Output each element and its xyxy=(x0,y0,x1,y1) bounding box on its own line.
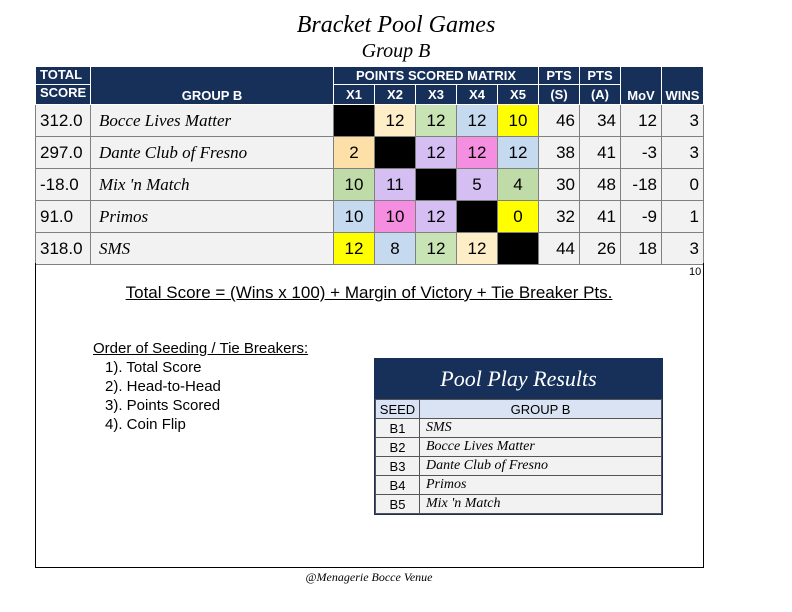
matrix-cell xyxy=(416,169,457,201)
points-scored: 32 xyxy=(539,201,580,233)
page-subtitle: Group B xyxy=(361,40,431,62)
results-team: Dante Club of Fresno xyxy=(420,457,662,476)
small-note: 10 xyxy=(689,266,702,278)
page-title: Bracket Pool Games xyxy=(296,12,496,38)
matrix-cell: 0 xyxy=(498,201,539,233)
seeding-item: 4). Coin Flip xyxy=(105,416,186,433)
matrix-cell: 12 xyxy=(416,201,457,233)
points-scored: 30 xyxy=(539,169,580,201)
total-score: 91.0 xyxy=(36,201,91,233)
header-x2: X2 xyxy=(375,85,416,105)
points-scored: 44 xyxy=(539,233,580,265)
matrix-cell: 12 xyxy=(416,105,457,137)
matrix-cell xyxy=(457,201,498,233)
seeding-item: 3). Points Scored xyxy=(105,397,221,414)
header-matrix: POINTS SCORED MATRIX xyxy=(334,67,539,85)
results-team: SMS xyxy=(420,419,662,438)
team-name: Primos xyxy=(91,201,334,233)
results-seed: B5 xyxy=(376,495,420,514)
total-score: -18.0 xyxy=(36,169,91,201)
team-row xyxy=(36,105,704,137)
pool-play-results xyxy=(374,358,663,515)
matrix-cell: 12 xyxy=(334,233,375,265)
matrix-cell: 12 xyxy=(498,137,539,169)
matrix-cell: 10 xyxy=(498,105,539,137)
header-pts-a-sub: (A) xyxy=(580,85,621,105)
points-against: 48 xyxy=(580,169,621,201)
team-name: SMS xyxy=(91,233,334,265)
points-against: 26 xyxy=(580,233,621,265)
matrix-cell xyxy=(498,233,539,265)
matrix-cell: 10 xyxy=(334,201,375,233)
seeding-item: 1). Total Score xyxy=(105,359,202,376)
total-score: 318.0 xyxy=(36,233,91,265)
header-x5: X5 xyxy=(498,85,539,105)
seeding-heading: Order of Seeding / Tie Breakers: xyxy=(93,340,309,357)
seeding-rules xyxy=(93,339,308,434)
header-pts-s-sub: (S) xyxy=(539,85,580,105)
header-wins: WINS xyxy=(662,67,704,105)
team-name: Bocce Lives Matter xyxy=(91,105,334,137)
matrix-cell: 12 xyxy=(457,105,498,137)
results-row xyxy=(376,419,662,438)
margin-of-victory: -9 xyxy=(621,201,662,233)
matrix-cell: 12 xyxy=(416,137,457,169)
matrix-cell xyxy=(375,137,416,169)
matrix-cell: 12 xyxy=(416,233,457,265)
margin-of-victory: -3 xyxy=(621,137,662,169)
matrix-cell: 4 xyxy=(498,169,539,201)
matrix-cell: 12 xyxy=(457,233,498,265)
results-seed: B2 xyxy=(376,438,420,457)
results-row xyxy=(376,457,662,476)
header-total: TOTAL xyxy=(36,67,91,85)
team-name: Dante Club of Fresno xyxy=(91,137,334,169)
matrix-cell: 5 xyxy=(457,169,498,201)
matrix-cell xyxy=(334,105,375,137)
matrix-cell: 12 xyxy=(375,105,416,137)
header-group: GROUP B xyxy=(91,67,334,105)
header-score: SCORE xyxy=(36,85,91,105)
margin-of-victory: 12 xyxy=(621,105,662,137)
results-seed: B3 xyxy=(376,457,420,476)
points-matrix-table xyxy=(35,66,704,265)
results-team: Bocce Lives Matter xyxy=(420,438,662,457)
results-team: Primos xyxy=(420,476,662,495)
matrix-cell: 8 xyxy=(375,233,416,265)
footer-credit: @Menagerie Bocce Venue xyxy=(305,570,433,584)
results-table xyxy=(375,399,662,514)
matrix-cell: 12 xyxy=(457,137,498,169)
team-row xyxy=(36,233,704,265)
points-against: 41 xyxy=(580,137,621,169)
team-row xyxy=(36,169,704,201)
wins: 1 xyxy=(662,201,704,233)
margin-of-victory: -18 xyxy=(621,169,662,201)
team-row xyxy=(36,137,704,169)
total-score-formula: Total Score = (Wins x 100) + Margin of Victory + Tie Breaker Pts. xyxy=(125,283,613,302)
points-against: 34 xyxy=(580,105,621,137)
results-row xyxy=(376,476,662,495)
team-name: Mix 'n Match xyxy=(91,169,334,201)
seeding-list xyxy=(93,358,308,434)
wins: 3 xyxy=(662,137,704,169)
results-team: Mix 'n Match xyxy=(420,495,662,514)
total-score: 297.0 xyxy=(36,137,91,169)
header-mov: MoV xyxy=(621,67,662,105)
points-scored: 38 xyxy=(539,137,580,169)
results-header-group: GROUP B xyxy=(420,400,662,419)
results-title: Pool Play Results xyxy=(375,359,662,399)
total-score: 312.0 xyxy=(36,105,91,137)
wins: 3 xyxy=(662,233,704,265)
results-row xyxy=(376,495,662,514)
results-header-seed: SEED xyxy=(376,400,420,419)
points-against: 41 xyxy=(580,201,621,233)
results-seed: B4 xyxy=(376,476,420,495)
points-scored: 46 xyxy=(539,105,580,137)
results-row xyxy=(376,438,662,457)
matrix-cell: 2 xyxy=(334,137,375,169)
margin-of-victory: 18 xyxy=(621,233,662,265)
matrix-cell: 10 xyxy=(334,169,375,201)
wins: 3 xyxy=(662,105,704,137)
header-pts-s: PTS xyxy=(539,67,580,85)
wins: 0 xyxy=(662,169,704,201)
results-seed: B1 xyxy=(376,419,420,438)
seeding-item: 2). Head-to-Head xyxy=(105,378,221,395)
header-x3: X3 xyxy=(416,85,457,105)
header-pts-a: PTS xyxy=(580,67,621,85)
matrix-cell: 11 xyxy=(375,169,416,201)
matrix-cell: 10 xyxy=(375,201,416,233)
header-x1: X1 xyxy=(334,85,375,105)
header-x4: X4 xyxy=(457,85,498,105)
team-row xyxy=(36,201,704,233)
